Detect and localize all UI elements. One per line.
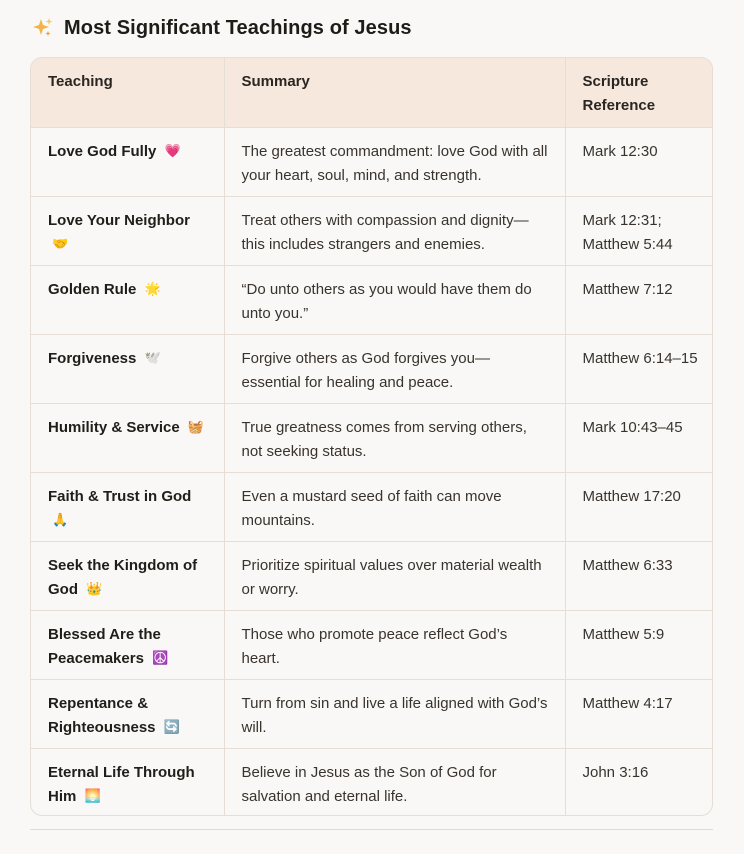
teaching-name: Faith & Trust in God xyxy=(48,487,192,505)
reference-cell: Matthew 4:17 xyxy=(565,679,713,748)
teaching-name: Eternal Life Through Him xyxy=(48,763,195,805)
handshake-icon: 🤝 xyxy=(52,235,69,251)
column-header-summary: Summary xyxy=(224,58,565,127)
reference-cell: Mark 10:43–45 xyxy=(565,403,713,472)
reference-cell: Matthew 7:12 xyxy=(565,265,713,334)
teaching-cell xyxy=(31,472,224,541)
table-row xyxy=(31,472,713,541)
teaching-cell xyxy=(31,748,224,816)
table-row xyxy=(31,541,713,610)
table-row xyxy=(31,748,713,816)
column-header-reference: Scripture Reference xyxy=(565,58,713,127)
teaching-name: Forgiveness xyxy=(48,349,137,367)
bottom-divider xyxy=(30,829,713,830)
peace-icon: ☮️ xyxy=(152,649,169,665)
table-header-row xyxy=(31,58,713,127)
summary-cell: Prioritize spiritual values over material wealth or worry. xyxy=(224,541,565,610)
summary-cell: The greatest commandment: love God with all your heart, soul, mind, and strength. xyxy=(224,127,565,196)
teaching-cell xyxy=(31,403,224,472)
teaching-cell xyxy=(31,127,224,196)
teaching-cell xyxy=(31,334,224,403)
reference-cell: John 3:16 xyxy=(582,763,649,781)
table-row xyxy=(31,334,713,403)
summary-cell: Believe in Jesus as the Son of God for salvation and eternal life. xyxy=(224,748,565,816)
teaching-name: Love God Fully xyxy=(48,142,157,160)
reference-cell: Mark 12:30 xyxy=(565,127,713,196)
crown-icon: 👑 xyxy=(86,580,103,596)
reference-cell: Matthew 5:9 xyxy=(565,610,713,679)
summary-cell: True greatness comes from serving others, not seeking status. xyxy=(224,403,565,472)
summary-cell: Treat others with compassion and dignity—this includes strangers and enemies. xyxy=(224,196,565,265)
column-header-teaching: Teaching xyxy=(31,58,224,127)
summary-cell: Forgive others as God forgives you—essential for healing and peace. xyxy=(224,334,565,403)
summary-cell: Even a mustard seed of faith can move mountains. xyxy=(224,472,565,541)
table-row xyxy=(31,403,713,472)
teaching-name: Seek the Kingdom of God xyxy=(48,556,198,598)
teaching-cell xyxy=(31,541,224,610)
page-title: Most Significant Teachings of Jesus xyxy=(64,16,412,39)
reference-cell: Matthew 17:20 xyxy=(565,472,713,541)
teachings-table xyxy=(30,57,713,816)
teaching-name: Humility & Service xyxy=(48,418,180,436)
basket-icon: 🧺 xyxy=(187,418,205,434)
teaching-cell xyxy=(31,196,224,265)
reference-cell: Matthew 6:33 xyxy=(565,541,713,610)
heart-icon: 💗 xyxy=(164,142,181,158)
reference-cell: Mark 12:31; Matthew 5:44 xyxy=(565,196,713,265)
page-heading xyxy=(32,14,412,42)
teaching-cell xyxy=(31,610,224,679)
reference-cell: Matthew 6:14–15 xyxy=(565,334,713,403)
summary-cell: “Do unto others as you would have them do unto you.” xyxy=(224,265,565,334)
table-row xyxy=(31,265,713,334)
teaching-cell xyxy=(31,265,224,334)
teaching-name: Golden Rule xyxy=(48,280,137,298)
sparkles-icon xyxy=(32,17,54,39)
teaching-name: Repentance & Righteousness xyxy=(48,694,156,736)
teaching-name: Love Your Neighbor xyxy=(48,211,190,229)
table-row xyxy=(31,679,713,748)
table-row xyxy=(31,196,713,265)
table-row xyxy=(31,610,713,679)
star-icon: 🌟 xyxy=(144,280,161,296)
praying-hands-icon: 🙏 xyxy=(52,511,69,527)
summary-cell: Those who promote peace reflect God’s heart. xyxy=(224,610,565,679)
arrows-cycle-icon: 🔄 xyxy=(163,718,180,734)
teaching-name: Blessed Are the Peacemakers xyxy=(48,625,161,667)
table-row xyxy=(31,127,713,196)
sunrise-icon: 🌅 xyxy=(84,787,101,803)
teaching-cell xyxy=(31,679,224,748)
summary-cell: Turn from sin and live a life aligned with God’s will. xyxy=(224,679,565,748)
dove-icon: 🕊️ xyxy=(144,349,161,365)
